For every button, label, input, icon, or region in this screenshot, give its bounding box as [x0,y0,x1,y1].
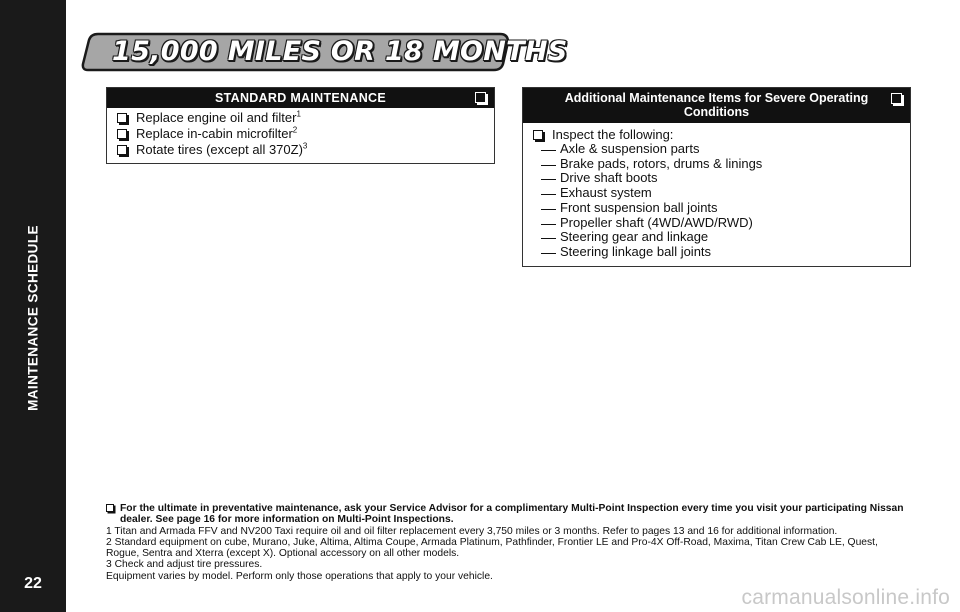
checkbox-icon[interactable] [475,92,486,103]
equipment-note: Equipment varies by model. Perform only those operations that apply to your vehicle. [106,570,493,582]
checkbox-icon [106,504,114,512]
blank-line-icon [541,238,556,239]
standard-maintenance-header [107,88,494,108]
list-item: Front suspension ball joints [541,201,910,216]
list-item: Propeller shaft (4WD/AWD/RWD) [541,216,910,231]
footnote-2: 2 Standard equipment on cube, Murano, Juke, Altima, Altima Coupe, Armada Platinum, Pathfinder, Frontier LE and Pro-4X Off-Road, Maxima, Titan Crew Cab LE, Quest, Rogue, Sentra and Xterra (except X). Optional accessory on all other models. [106,536,878,560]
footnote-marker: 2 [292,125,298,135]
sidebar [0,0,66,612]
list-item: Brake pads, rotors, drums & linings [541,157,910,172]
blank-line-icon [541,224,556,225]
banner-title: 15,000 MILES OR 18 MONTHS [112,36,568,67]
list-item: Exhaust system [541,186,910,201]
checkbox-icon[interactable] [117,113,127,123]
checkbox-icon[interactable] [533,130,543,140]
inspection-list [523,142,910,260]
checkbox-icon[interactable] [891,93,902,104]
blank-line-icon [541,150,556,151]
list-item: Axle & suspension parts [541,142,910,157]
footnote-1: 1 Titan and Armada FFV and NV200 Taxi require oil and oil filter replacement every 3,750 miles or 3 months. Refer to pages 13 and 16 for additional information. [106,525,838,537]
standard-maintenance-title: STANDARD MAINTENANCE [214,91,387,105]
inspection-tip-text: For the ultimate in preventative maintenance, ask your Service Advisor for a complimentary Multi-Point Inspection every time you visit your participating Nissan dealer. See page 16 for more information on Multi-Point Inspections. [120,503,904,526]
footnote-marker: 3 [302,141,308,151]
standard-maintenance-box [106,87,495,164]
page-number: 22 [24,575,42,592]
blank-line-icon [541,179,556,180]
footnote-marker: 1 [296,109,301,119]
blank-line-icon [541,209,556,210]
additional-maintenance-box [522,87,911,267]
inspect-item [523,123,910,142]
inspection-tip [106,503,906,526]
list-item: Replace engine oil and filter$^1$ [117,110,494,126]
standard-maintenance-list [107,108,494,158]
footnote-3: 3 Check and adjust tire pressures. [106,559,263,571]
footnotes [106,503,906,582]
sidebar-title: MAINTENANCE SCHEDULE [25,225,41,411]
checkbox-icon[interactable] [117,145,127,155]
watermark: carmanualsonline.info [741,586,950,609]
additional-maintenance-title: Additional Maintenance Items for Severe Operating Conditions [564,91,869,119]
blank-line-icon [541,165,556,166]
checkbox-icon[interactable] [117,129,127,139]
list-item: Steering linkage ball joints [541,245,910,260]
blank-line-icon [541,194,556,195]
list-item: Steering gear and linkage [541,230,910,245]
additional-maintenance-header [523,88,910,123]
list-item: Replace in-cabin microfilter$^2$ [117,126,494,142]
inspect-label: Inspect the following: [552,127,674,142]
list-item: Drive shaft boots [541,171,910,186]
blank-line-icon [541,253,556,254]
list-item: Rotate tires (except all 370Z)$^3$ [117,142,494,158]
